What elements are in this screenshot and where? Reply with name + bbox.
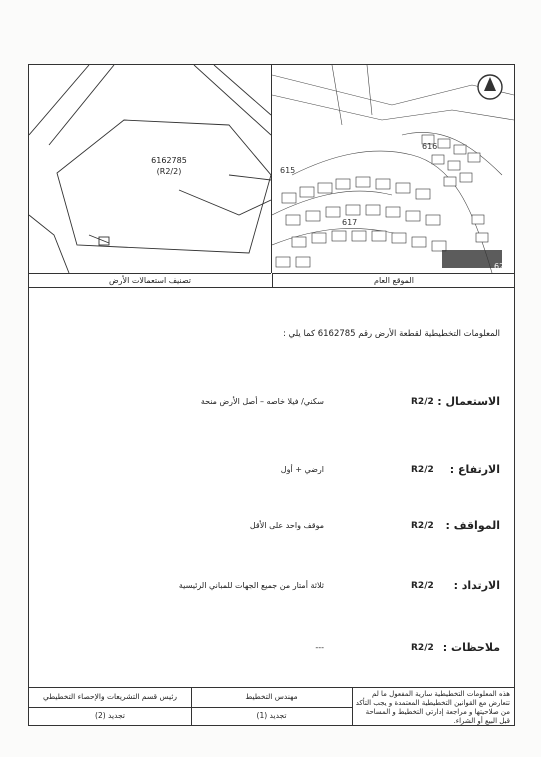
plot-number: 6162785 xyxy=(151,156,187,165)
usage-value: سكني/ فيلا خاصه – أصل الأرض منحة xyxy=(200,397,324,406)
maps-section xyxy=(29,65,514,288)
parking-row xyxy=(29,519,514,539)
site-location-map xyxy=(272,65,514,273)
site-map-drawing xyxy=(272,65,514,273)
site-label-616: 616 xyxy=(422,142,438,151)
setback-value: ثلاثة أمتار من جميع الجهات للمباني الرئيسية xyxy=(178,581,324,590)
plot-zone: (R2/2) xyxy=(156,167,182,176)
notes-value: --- xyxy=(315,643,324,652)
parking-code: R2/2 xyxy=(411,521,434,531)
setback-label: الارتداد : xyxy=(453,579,500,592)
notes-row xyxy=(29,641,514,661)
height-label: الارتفاع : xyxy=(449,463,500,476)
footer-divider xyxy=(352,688,353,726)
intro-text: المعلومات التخطيطية لقطعة الأرض رقم 6162785 كما يلي : xyxy=(282,329,500,339)
parking-value: موقف واحد على الأقل xyxy=(249,521,324,530)
setback-code: R2/2 xyxy=(411,581,434,591)
usage-label: الاستعمال : xyxy=(437,395,500,408)
head-of-section-signature: رئيس قسم التشريعات والإحصاء التخطيطي xyxy=(42,692,178,701)
planner-signature: مهندس التخطيط xyxy=(245,692,298,701)
footer-divider xyxy=(29,707,352,708)
parking-label: المواقف : xyxy=(445,519,500,532)
site-label-615: 615 xyxy=(280,166,296,175)
height-code: R2/2 xyxy=(411,465,434,475)
validity-note: هذه المعلومات التخطيطية سارية المفعول ما لم تتعارض مع القوانين التخطيطية المعتمدة و يجب التأكد من صلاحيتها و مراجعة إدارتي التخطيط و المساحة قبل البيع أو الشراء. xyxy=(355,690,510,725)
signature-footer xyxy=(29,687,514,726)
height-row xyxy=(29,463,514,483)
renewal-1: تجديد (1) xyxy=(256,711,287,720)
renewal-2: تجديد (2) xyxy=(95,711,125,720)
land-use-map xyxy=(29,65,272,273)
land-use-caption: تصنيف استعمالات الأرض xyxy=(29,273,271,288)
notes-label: ملاحظات : xyxy=(442,641,500,654)
usage-row xyxy=(29,395,514,415)
usage-code: R2/2 xyxy=(411,397,434,407)
site-label-626: 626 xyxy=(494,262,510,271)
plot-label xyxy=(129,155,209,177)
setback-row xyxy=(29,579,514,599)
height-value: ارضي + أول xyxy=(280,465,324,474)
north-arrow-icon xyxy=(478,75,502,99)
notes-code: R2/2 xyxy=(411,643,434,653)
planning-form xyxy=(28,64,515,726)
site-label-617: 617 xyxy=(342,218,358,227)
location-caption: الموقع العام xyxy=(272,273,515,288)
